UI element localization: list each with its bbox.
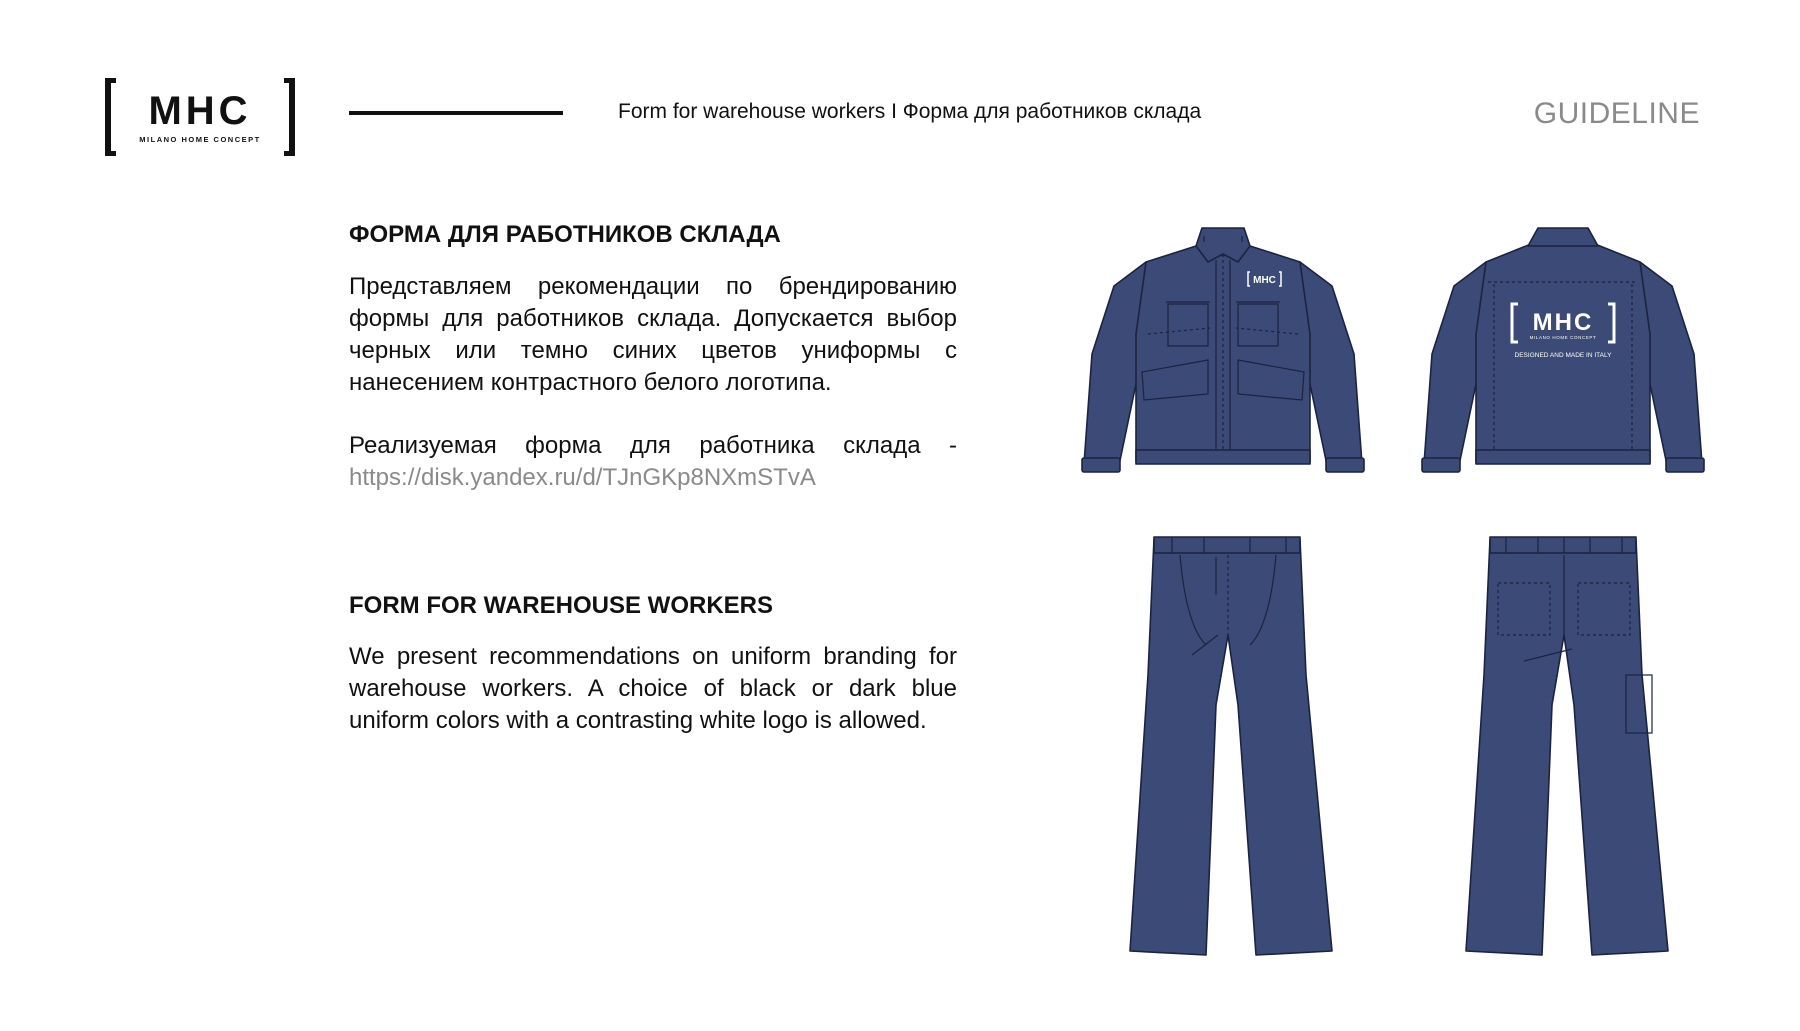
section-tag: GUIDELINE <box>1533 97 1700 130</box>
ru-link-label: Реализуемая форма для работника склада - <box>349 432 957 459</box>
header-divider <box>349 111 563 115</box>
logo-tagline: MILANO HOME CONCEPT <box>139 135 261 144</box>
ru-heading: ФОРМА ДЛЯ РАБОТНИКОВ СКЛАДА <box>349 221 781 248</box>
jacket-front-illustration <box>1078 224 1368 491</box>
en-paragraph: We present recommendations on uniform branding for warehouse workers. A choice of black or dark blue uniform colors with a contrasting white logo is allowed. <box>349 643 957 734</box>
jacket-back-illustration <box>1418 224 1708 491</box>
logo-mark: MHC <box>148 89 252 133</box>
yandex-disk-link[interactable]: https://disk.yandex.ru/d/TJnGKp8NXmSTvA <box>349 464 816 491</box>
mhc-logo <box>104 78 296 156</box>
page-title: Form for warehouse workers I Форма для работников склада <box>618 100 1202 123</box>
ru-paragraph: Представляем рекомендации по брендированию формы для работников склада. Допускается выбор черных или темно синих цветов униформы с нанесением контрастного белого логотипа. <box>349 273 957 396</box>
trousers-back-illustration <box>1456 535 1676 966</box>
svg-text:MHC: MHC <box>1532 309 1594 336</box>
en-heading: FORM FOR WAREHOUSE WORKERS <box>349 592 773 619</box>
ru-link-block <box>349 430 957 494</box>
trousers-front-illustration <box>1120 535 1340 966</box>
jacket-back-print: DESIGNED AND MADE IN ITALY <box>1514 352 1612 359</box>
svg-text:MHC: MHC <box>1253 275 1276 286</box>
svg-text:MILANO HOME CONCEPT: MILANO HOME CONCEPT <box>1529 335 1597 340</box>
